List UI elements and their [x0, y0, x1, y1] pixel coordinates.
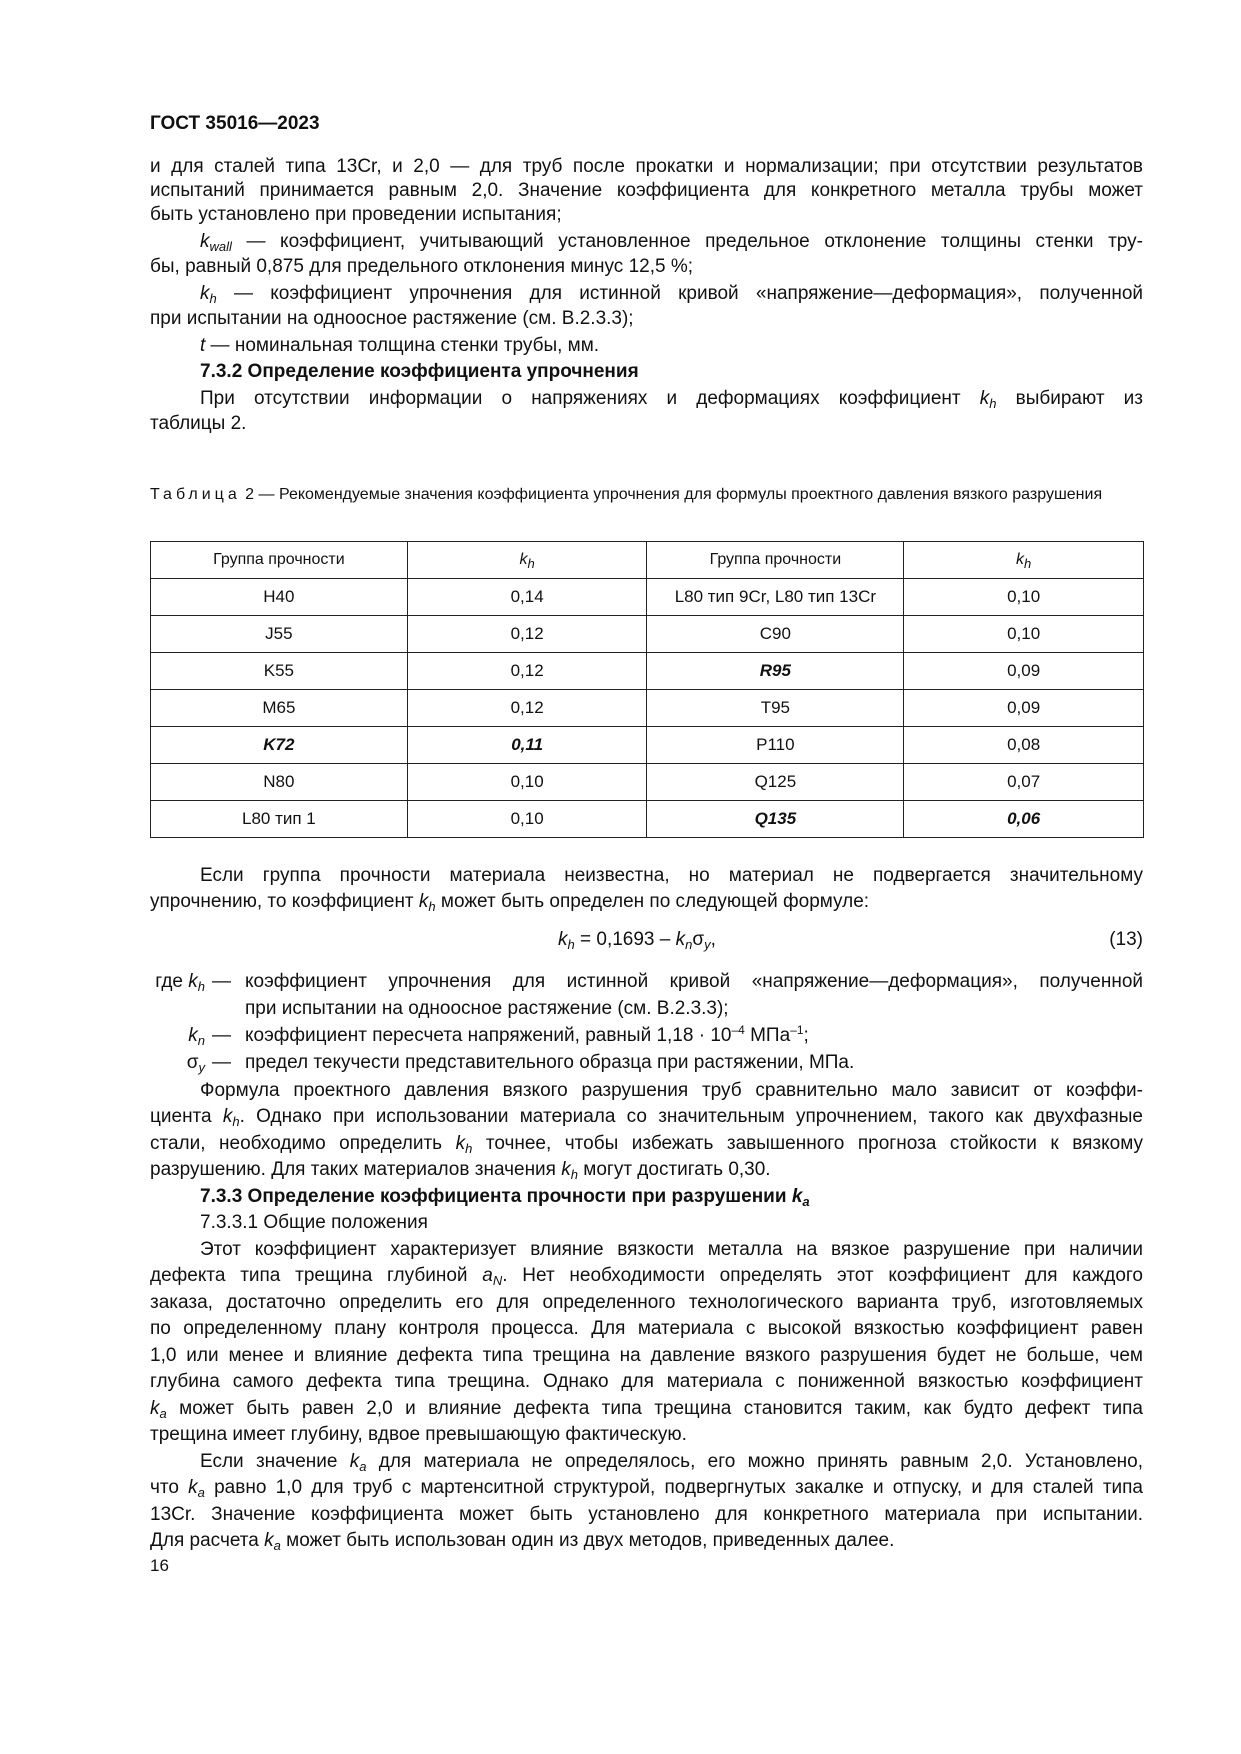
- section-heading-7-3-3: 7.3.3 Определение коэффициента прочности при разрушении $k_a$: [200, 1186, 810, 1209]
- table-row: [151, 653, 1144, 690]
- table-cell: Q125: [647, 764, 904, 801]
- paragraph-line: трещина имеет глубину, вдвое превышающую фактическую.: [150, 1424, 687, 1445]
- column-header-group: Группа прочности: [151, 542, 408, 579]
- equation-formula: $k_h = 0,1693 - k_n\sigma_y$,: [558, 929, 716, 952]
- paragraph-line: циента $k_h$. Однако при использовании материала со значительным упрочнением, такого как двухфазные: [150, 1106, 1143, 1129]
- paragraph-line: по определенному плану контроля процесса. Для материала с высокой вязкостью коэффициент равен: [150, 1318, 1143, 1339]
- table-cell: H40: [151, 579, 408, 616]
- table-row: [151, 690, 1144, 727]
- paragraph-line: дефекта типа трещина глубиной $a_N$. Нет необходимости определять этот коэффициент для каждого: [150, 1265, 1143, 1288]
- where-kh: где $k_h$ — коэффициент упрочнения для истинной кривой «напряжение—деформация», полученной при испытании на одноосное растяжение (см. В.2.3.3);: [155, 971, 1143, 1019]
- table-cell: 0,07: [904, 764, 1144, 801]
- table-row: [151, 801, 1144, 838]
- section-heading-7-3-2: 7.3.2 Определение коэффициента упрочнения: [200, 361, 639, 382]
- paragraph-line: $k_a$ может быть равен 2,0 и влияние дефекта типа трещина становится таким, как будто дефект типа: [150, 1398, 1143, 1421]
- table-cell: K72: [151, 727, 408, 764]
- table-cell: P110: [647, 727, 904, 764]
- definition-kwall: $k_{wall}$ — коэффициент, учитывающий установленное предельное отклонение толщины стенки тру-: [200, 231, 1143, 254]
- table-cell: M65: [151, 690, 408, 727]
- definition-kh-cont: при испытании на одноосное растяжение (см. В.2.3.3);: [150, 308, 634, 329]
- table-cell: 0,09: [904, 690, 1144, 727]
- table-cell: 0,12: [407, 690, 647, 727]
- paragraph-line: Если значение $k_a$ для материала не определялось, его можно принять равным 2,0. Установлено,: [200, 1451, 1143, 1474]
- paragraph-line: и для сталей типа 13Cr, и 2,0 — для труб после прокатки и нормализации; при отсутствии результатов: [150, 156, 1143, 177]
- table-cell: K55: [151, 653, 408, 690]
- column-header-kh: $k_h$: [407, 542, 647, 579]
- table-cell: 0,10: [904, 616, 1144, 653]
- equation-number: (13): [1109, 929, 1143, 950]
- paragraph-line: Если группа прочности материала неизвестна, но материал не подвергается значительному: [200, 865, 1143, 886]
- definition-kwall-cont: бы, равный 0,875 для предельного отклонения минус 12,5 %;: [150, 256, 694, 277]
- table-cell: 0,09: [904, 653, 1144, 690]
- table-cell: Q135: [647, 801, 904, 838]
- table-cell: 0,11: [407, 727, 647, 764]
- paragraph-line: 13Cr. Значение коэффициента может быть установлено для конкретного материала при испытании.: [150, 1504, 1143, 1525]
- column-header-group: Группа прочности: [647, 542, 904, 579]
- paragraph-line: быть установлено при проведении испытания;: [150, 204, 562, 225]
- where-kn: $k_n$ — коэффициент пересчета напряжений, равный $1,18 \cdot 10^{-4}$ МПа$^{-1}$;: [188, 1023, 809, 1048]
- table-caption: Таблица 2 — Рекомендуемые значения коэффициента упрочнения для формулы проектного давления вязкого разрушения: [150, 486, 1103, 503]
- table-row: [151, 764, 1144, 801]
- table-cell: C90: [647, 616, 904, 653]
- paragraph-line: Этот коэффициент характеризует влияние вязкости металла на вязкое разрушение при наличии: [200, 1239, 1143, 1260]
- table-cell: 0,10: [407, 764, 647, 801]
- table-cell: 0,08: [904, 727, 1144, 764]
- paragraph-line: 1,0 или менее и влияние дефекта типа трещина на давление вязкого разрушения будет не больше, чем: [150, 1345, 1143, 1366]
- table-cell: R95: [647, 653, 904, 690]
- page-number: 16: [150, 1556, 169, 1575]
- paragraph-line: что $k_a$ равно 1,0 для труб с мартенситной структурой, подвергнутых закалке и отпуску, и для сталей типа: [150, 1477, 1143, 1500]
- paragraph-line: таблицы 2.: [150, 413, 247, 434]
- column-header-kh: $k_h$: [904, 542, 1144, 579]
- paragraph-line: заказа, достаточно определить его для определенного технологического варианта труб, изготовляемых: [150, 1292, 1143, 1313]
- table-cell: L80 тип 1: [151, 801, 408, 838]
- hardening-coefficient-table: [150, 541, 1144, 838]
- table-cell: 0,10: [407, 801, 647, 838]
- paragraph-line: испытаний принимается равным 2,0. Значение коэффициента для конкретного металла трубы может: [150, 180, 1143, 201]
- table-row: [151, 579, 1144, 616]
- where-sigma-y: $\sigma_y$ — предел текучести представительного образца при растяжении, МПа.: [186, 1052, 855, 1075]
- paragraph-line: глубина самого дефекта типа трещина. Однако для материала с пониженной вязкостью коэффициент: [150, 1371, 1143, 1392]
- table-header-row: [151, 542, 1144, 579]
- table-row: [151, 727, 1144, 764]
- document-header: ГОСТ 35016—2023: [150, 113, 320, 134]
- table-row: [151, 616, 1144, 653]
- table-cell: 0,06: [904, 801, 1144, 838]
- definition-kh: $k_h$ — коэффициент упрочнения для истинной кривой «напряжение—деформация», полученной: [200, 283, 1143, 306]
- table-cell: N80: [151, 764, 408, 801]
- paragraph-line: стали, необходимо определить $k_h$ точнее, чтобы избежать завышенного прогноза стойкости к вязкому: [150, 1133, 1143, 1156]
- table-cell: L80 тип 9Cr, L80 тип 13Cr: [647, 579, 904, 616]
- paragraph-line: Формула проектного давления вязкого разрушения труб сравнительно мало зависит от коэффи-: [200, 1080, 1143, 1101]
- table-cell: T95: [647, 690, 904, 727]
- paragraph-line: упрочнению, то коэффициент $k_h$ может быть определен по следующей формуле:: [150, 891, 870, 914]
- table-cell: 0,12: [407, 616, 647, 653]
- table-cell: 0,14: [407, 579, 647, 616]
- definition-t: t — номинальная толщина стенки трубы, мм.: [200, 335, 600, 356]
- paragraph-line: разрушению. Для таких материалов значения $k_h$ могут достигать 0,30.: [150, 1159, 771, 1182]
- table-cell: J55: [151, 616, 408, 653]
- paragraph-line: При отсутствии информации о напряжениях и деформациях коэффициент $k_h$ выбирают из: [200, 388, 1143, 411]
- table-cell: 0,12: [407, 653, 647, 690]
- section-heading-7-3-3-1: 7.3.3.1 Общие положения: [200, 1212, 428, 1233]
- table-cell: 0,10: [904, 579, 1144, 616]
- paragraph-line: Для расчета $k_a$ может быть использован один из двух методов, приведенных далее.: [150, 1530, 895, 1553]
